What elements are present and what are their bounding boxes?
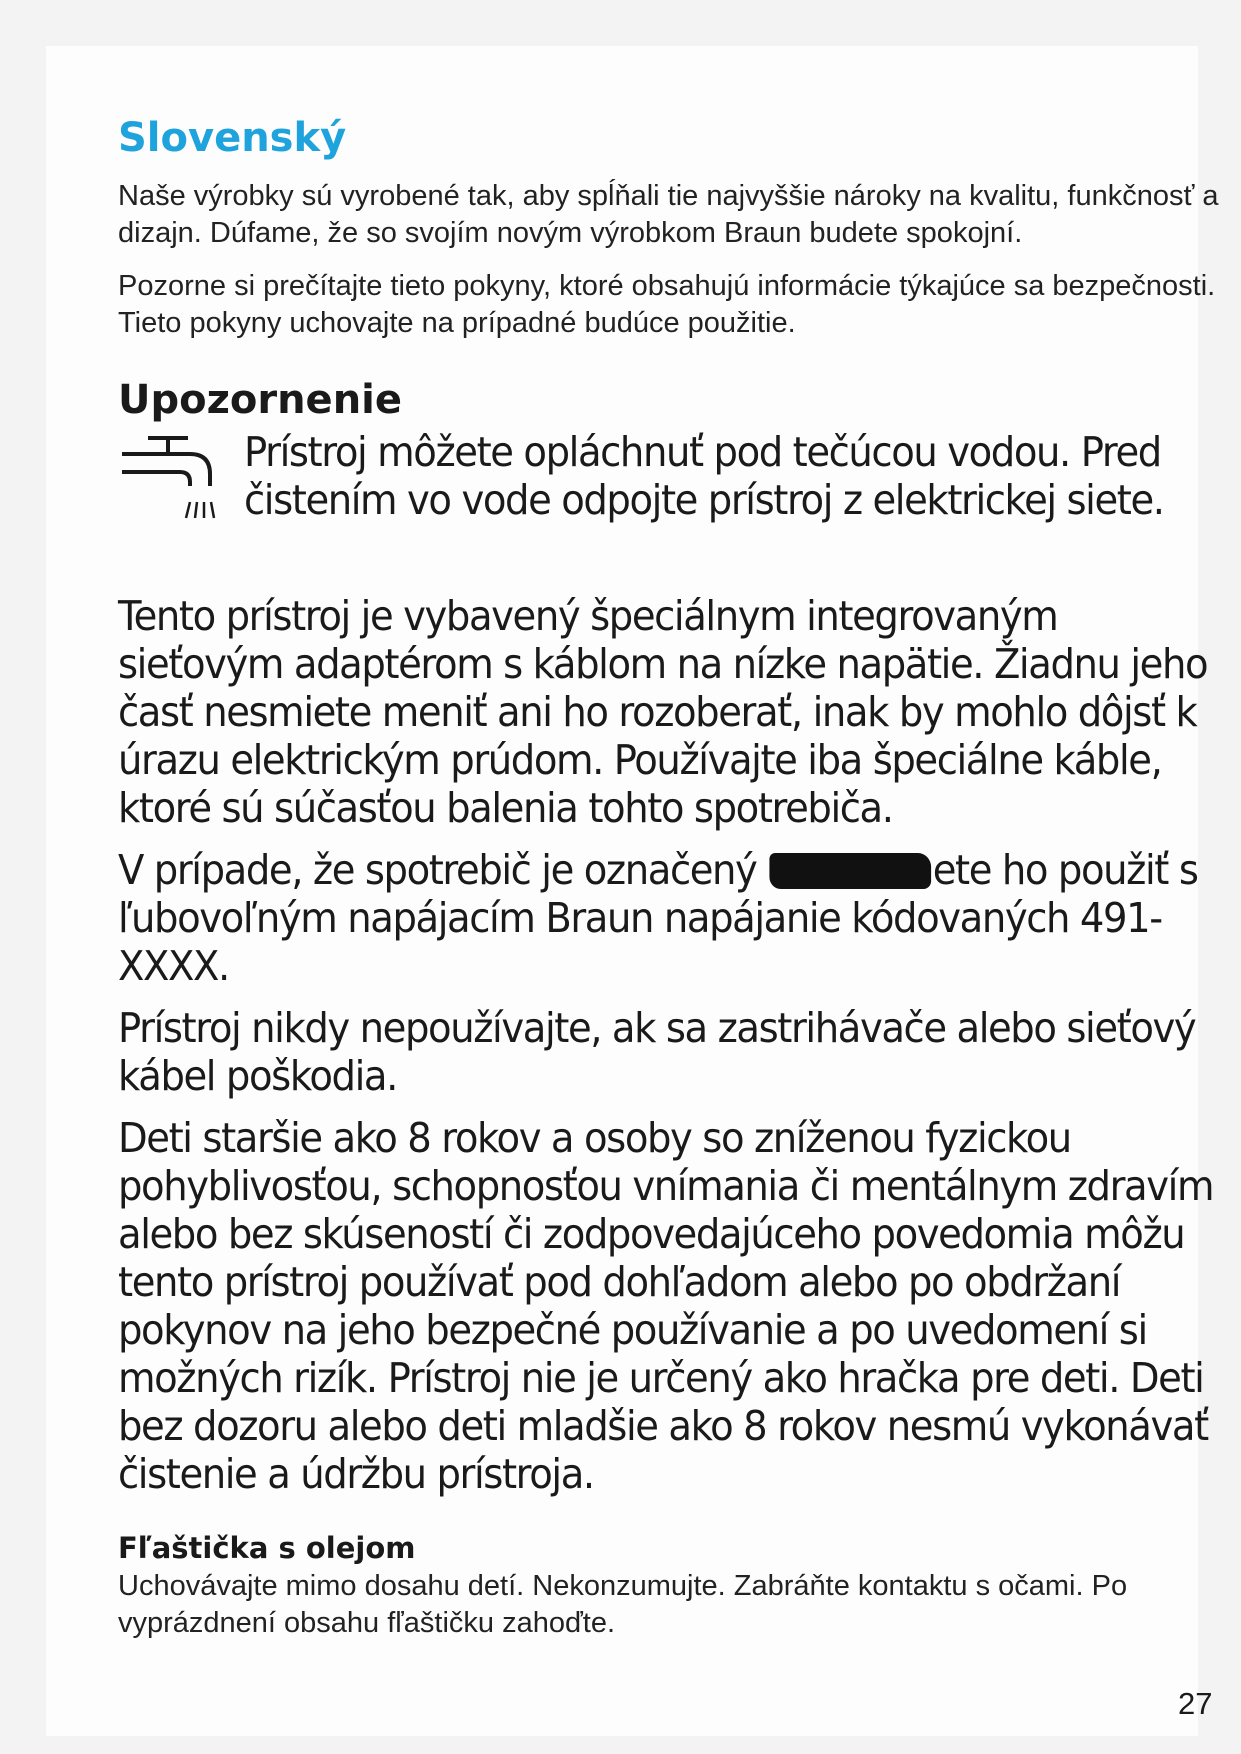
- page-number: 27: [1178, 1686, 1213, 1721]
- manual-page: [46, 46, 1219, 1736]
- rinse-warning-text: Prístroj môžete opláchnuť pod tečúcou vodou. Pred čistením vo vode odpojte prístroj z elektrickej siete.: [244, 428, 1164, 524]
- intro-paragraph-2: Pozorne si prečítajte tieto pokyny, ktoré obsahujú informácie týkajúce sa bezpečnosti. Tieto pokyny uchovajte na prípadné budúce použitie.: [118, 270, 1216, 339]
- adapter-paragraph: Tento prístroj je vybavený špeciálnym integrovaným sieťovým adaptérom s káblom na nízke napätie. Žiadnu jeho časť nesmiete meniť ani ho rozoberať, inak by mohlo dôjsť k úrazu elektrickým prúdom. Používajte iba špeciálne káble, ktoré sú súčasťou balenia tohto spotrebiča.: [118, 592, 1208, 832]
- damage-paragraph: Prístroj nikdy nepoužívajte, ak sa zastrihávače alebo sieťový kábel poškodia.: [118, 1004, 1196, 1100]
- marking-text-end: ete ho použiť s ľubovoľným napájacím Braun napájanie kódovaných 491-XXXX.: [118, 846, 1198, 990]
- redaction-mark: [769, 853, 931, 889]
- rinse-warning: [118, 428, 1228, 576]
- intro-paragraph-1: Naše výrobky sú vyrobené tak, aby spĺňali tie najvyššie nároky na kvalitu, funkčnosť a dizajn. Dúfame, že so svojím novým výrobkom Braun budete spokojní.: [118, 180, 1219, 249]
- warning-title: Upozornenie: [118, 377, 403, 423]
- page-content: [118, 116, 1228, 1658]
- marking-text-start: V prípade, že spotrebič je označený: [118, 846, 757, 894]
- water-tap-icon: [118, 430, 222, 530]
- marking-paragraph: [118, 846, 1227, 990]
- oil-bottle-title: Fľaštička s olejom: [118, 1531, 416, 1565]
- language-title: Slovenský: [118, 115, 347, 161]
- oil-bottle-text: Uchovávajte mimo dosahu detí. Nekonzumujte. Zabráňte kontaktu s očami. Po vyprázdnení obsahu fľaštičku zahoďte.: [118, 1570, 1128, 1639]
- children-paragraph: Deti staršie ako 8 rokov a osoby so zníženou fyzickou pohyblivosťou, schopnosťou vnímania či mentálnym zdravím alebo bez skúseností či zodpovedajúceho povedomia môžu tento prístroj používať pod dohľadom alebo po obdržaní pokynov na jeho bezpečné používanie a po uvedomení si možných rizík. Prístroj nie je určený ako hračka pre deti. Deti bez dozoru alebo deti mladšie ako 8 rokov nesmú vykonávať čistenie a údržbu prístroja.: [118, 1114, 1214, 1498]
